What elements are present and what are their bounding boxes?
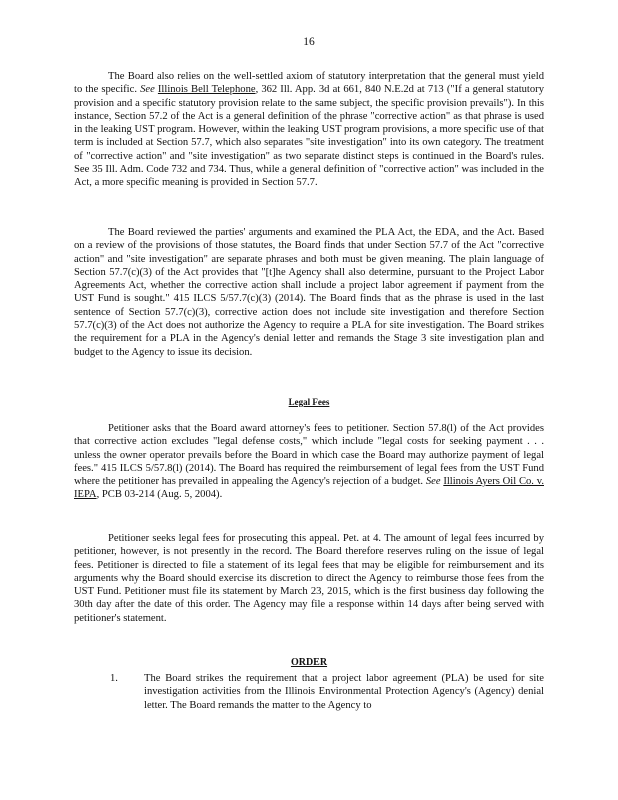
case-citation: Illinois Ayers Oil Co. v. IEPA [74,476,544,501]
paragraph-legal-fees-reserved: Petitioner seeks legal fees for prosecuting this appeal. Pet. at 4. The amount of legal fees incurred by petitioner, however, is not presently in the record. The Board therefore reserves ruling on the issue of legal fees. Petitioner is directed to file a statement of its legal fees that may be eligible for reimbursement and its arguments why the Board should exercise its discretion to direct the Agency to reimburse those fees from the UST Fund. Petitioner must file its statement by March 23, 2015, which is the first business day following the 30th day after the date of this order. The Agency may file a response within 14 days after being served with petitioner's statement. [74,533,544,624]
section-heading-legal-fees: Legal Fees [288,397,330,407]
order-item-number: 1. [110,673,118,684]
paragraph-board-findings: The Board reviewed the parties' arguments and examined the PLA Act, the EDA, and the Act. Based on a review of the provisions of those statutes, the Board finds that under Section 57.7 of the Act "corrective action" and "site investigation" are separate phrases and both must be given meaning. The plain language of Section 57.7(c)(3) of the Act provides that "[t]he Agency shall also determine, pursuant to the Project Labor Agreements Act, whether the corrective action shall include a project labor agreement if payment from the UST Fund is sought." 415 ILCS 5/57.7(c)(3) (2014). The Board finds that as the phrase is used in the last sentence of Section 57.7(c)(3), corrective action does not include site investigation and therefore Section 57.7(c)(3) of the Act does not authorize the Agency to require a PLA for site investigation. The Board strikes the requirement for a PLA in the Agency's denial letter and remands the Stage 3 site investigation plan and budget to the Agency to issue its decision. [74,227,544,358]
section-heading-order: ORDER [290,657,328,668]
paragraph-text: , 362 Ill. App. 3d at 661, 840 N.E.2d at 713 ("If a general statutory provision and a specific statutory provision relate to the same subject, the specific provision prevails"). In this instance, Section 57.2 of the Act is a general definition of the phrase "corrective action" as that phrase is used in the leaking UST program. However, within the leaking UST program provisions, a more specific use of that term is included at Section 57.7, which also separates "site investigation" into its own category. The treatment of "corrective action" and "site investigation" as two separate distinct steps is continued in the Board's rules. See 35 Ill. Adm. Code 732 and 734. Thus, while a general definition of "corrective action" was included in the Act, a more specific meaning is provided in Section 57.7. [74,84,544,189]
paragraph-attorney-fees [74,422,544,502]
case-citation: Illinois Bell Telephone [157,84,256,96]
paragraph-text: , PCB 03-214 (Aug. 5, 2004). [96,489,223,501]
paragraph-text: Petitioner asks that the Board award attorney's fees to petitioner. Section 57.8(l) of the Act provides that corrective action excludes "legal defense costs," which include "legal costs for seeking payment . . . unless the owner operator prevails before the Board in which case the Board may authorize payment of legal fees." 415 ILCS 5/57.8(l) (2014). The Board has required the reimbursement of legal fees from the UST Fund where the petitioner has prevailed in appealing the Agency's rejection of a budget. [74,423,544,488]
citation-signal: See [425,476,441,488]
citation-signal: See [140,84,155,96]
page-number: 16 [303,36,315,48]
paragraph-text: The Board also relies on the well-settled axiom of statutory interpretation that the general must yield to the specific. [74,71,544,96]
order-item-text: The Board strikes the requirement that a project labor agreement (PLA) be used for site investigation activities from the Illinois Environmental Protection Agency's (Agency) denial letter. The Board remands the matter to the Agency to [144,673,544,711]
paragraph-general-specific [74,70,544,190]
